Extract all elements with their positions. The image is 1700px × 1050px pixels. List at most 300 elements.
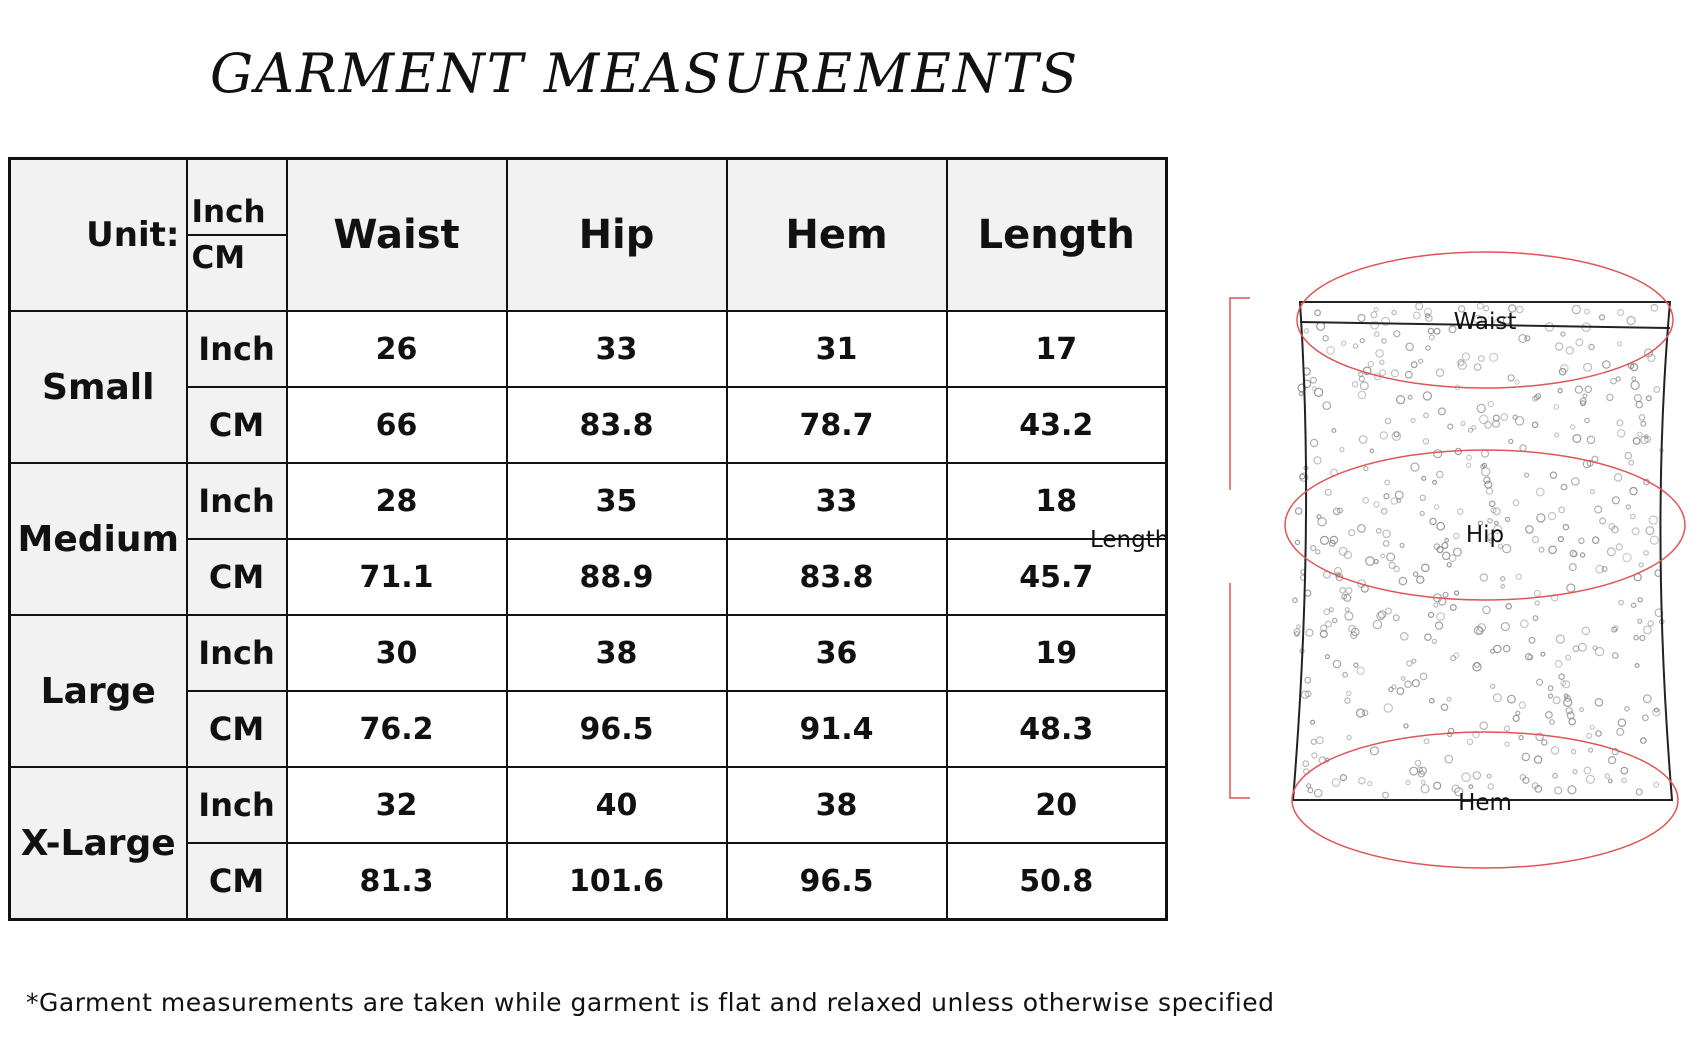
cell-hip-cm: 88.9 — [507, 539, 727, 615]
fabric-dot — [1422, 476, 1426, 480]
fabric-dot — [1373, 620, 1381, 628]
fabric-dot — [1416, 303, 1423, 310]
fabric-dot — [1605, 774, 1609, 778]
fabric-dot — [1421, 781, 1425, 785]
fabric-dot — [1582, 627, 1589, 634]
fabric-dot — [1563, 681, 1570, 688]
fabric-dot — [1551, 747, 1558, 754]
fabric-dot — [1485, 481, 1492, 488]
fabric-dot — [1312, 753, 1317, 758]
fabric-dot — [1595, 506, 1602, 513]
fabric-dot — [1648, 621, 1653, 626]
fabric-dot — [1316, 737, 1323, 744]
fabric-dot — [1589, 344, 1594, 349]
unit-cell-cm: CM — [187, 843, 287, 920]
fabric-dot — [1426, 346, 1430, 350]
fabric-dot — [1558, 537, 1563, 542]
fabric-dot — [1317, 322, 1325, 330]
fabric-dot — [1638, 619, 1642, 623]
fabric-dot — [1558, 389, 1562, 393]
fabric-dot — [1490, 501, 1495, 506]
fabric-dot — [1349, 530, 1355, 536]
fabric-dot — [1340, 588, 1345, 593]
fabric-dot — [1618, 719, 1625, 726]
fabric-dot — [1359, 436, 1367, 444]
cell-length-cm: 43.2 — [947, 387, 1167, 463]
size-rows — [10, 311, 1170, 920]
fabric-dot — [1358, 391, 1365, 398]
cell-length-inch: 20 — [947, 767, 1167, 843]
waist-label: Waist — [1453, 309, 1517, 335]
fabric-dot — [1632, 377, 1636, 381]
fabric-dot — [1572, 749, 1576, 753]
fabric-dot — [1525, 473, 1529, 477]
fabric-dot — [1345, 612, 1353, 620]
unit-cell-cm: CM — [187, 387, 287, 463]
fabric-dot — [1639, 563, 1643, 567]
fabric-dot — [1399, 577, 1406, 584]
fabric-dot — [1635, 664, 1639, 668]
fabric-dot — [1553, 773, 1558, 778]
fabric-dot — [1420, 673, 1427, 680]
fabric-dot — [1581, 553, 1585, 557]
fabric-dot — [1353, 344, 1357, 348]
fabric-dot — [1434, 450, 1442, 458]
cell-waist-cm: 66 — [287, 387, 507, 463]
fabric-dot — [1381, 554, 1385, 558]
fabric-dot — [1311, 546, 1316, 551]
fabric-dot — [1420, 495, 1425, 500]
fabric-dot — [1360, 382, 1368, 390]
column-header-waist: Waist — [287, 159, 507, 312]
fabric-dot — [1636, 401, 1642, 407]
unit-cell-cm: CM — [187, 539, 287, 615]
fabric-dot — [1447, 563, 1451, 567]
fabric-dot — [1424, 739, 1429, 744]
fabric-dot — [1612, 497, 1619, 504]
fabric-dot — [1482, 450, 1489, 457]
fabric-dot — [1526, 526, 1533, 533]
fabric-dot — [1649, 516, 1657, 524]
fabric-dot — [1573, 435, 1581, 443]
fabric-dot — [1391, 370, 1398, 377]
fabric-dot — [1655, 708, 1659, 712]
fabric-dot — [1506, 517, 1510, 521]
cell-hip-cm: 96.5 — [507, 691, 727, 767]
unit-option-cm: CM — [191, 240, 246, 276]
fabric-dot — [1639, 415, 1644, 420]
fabric-dot — [1615, 474, 1622, 481]
fabric-dot — [1473, 772, 1480, 779]
fabric-dot — [1479, 356, 1485, 362]
fabric-dot — [1490, 353, 1498, 361]
fabric-dot — [1295, 540, 1299, 544]
cell-hip-cm: 101.6 — [507, 843, 727, 920]
fabric-dot — [1421, 785, 1429, 793]
fabric-dot — [1437, 471, 1443, 477]
unit-cell-inch: Inch — [187, 463, 287, 539]
fabric-dot — [1596, 731, 1601, 736]
fabric-dot — [1586, 775, 1594, 783]
fabric-dot — [1525, 336, 1530, 341]
fabric-dot — [1325, 489, 1331, 495]
fabric-dot — [1619, 600, 1624, 605]
fabric-dot — [1411, 362, 1417, 368]
cell-hem-inch: 31 — [727, 311, 947, 387]
hip-label: Hip — [1465, 522, 1505, 548]
fabric-dot — [1437, 522, 1445, 530]
cell-waist-cm: 81.3 — [287, 843, 507, 920]
fabric-dot — [1370, 747, 1378, 755]
fabric-dot — [1542, 740, 1547, 745]
fabric-dot — [1422, 564, 1429, 571]
fabric-dot — [1404, 724, 1408, 728]
fabric-dot — [1616, 377, 1620, 381]
fabric-dot — [1405, 681, 1411, 687]
fabric-dot — [1437, 613, 1445, 621]
fabric-dot — [1590, 725, 1594, 729]
length-bracket — [1230, 298, 1250, 798]
fabric-dot — [1632, 528, 1639, 535]
fabric-dot — [1532, 422, 1537, 427]
fabric-dot — [1546, 712, 1553, 719]
fabric-dot — [1584, 363, 1592, 371]
fabric-dot — [1521, 620, 1529, 628]
fabric-dot — [1430, 518, 1436, 524]
fabric-dot — [1559, 507, 1565, 513]
fabric-dot — [1556, 635, 1564, 643]
fabric-dot — [1622, 778, 1627, 783]
fabric-dot — [1579, 538, 1584, 543]
fabric-dot — [1654, 782, 1659, 787]
fabric-dot — [1449, 555, 1456, 562]
fabric-dot — [1341, 341, 1345, 345]
cell-length-inch: 17 — [947, 311, 1167, 387]
fabric-dot — [1516, 711, 1520, 715]
cell-length-cm: 50.8 — [947, 843, 1167, 920]
fabric-dot — [1340, 448, 1344, 452]
fabric-dot — [1579, 643, 1587, 651]
fabric-dot — [1467, 739, 1472, 744]
fabric-dot — [1332, 779, 1340, 787]
fabric-dot — [1583, 394, 1587, 398]
fabric-dot — [1353, 382, 1358, 387]
fabric-dot — [1480, 415, 1488, 423]
fabric-dot — [1567, 584, 1575, 592]
fabric-dot — [1569, 719, 1575, 725]
fabric-dot — [1566, 708, 1572, 714]
fabric-dot — [1516, 574, 1521, 579]
fabric-dot — [1572, 305, 1580, 313]
fabric-dot — [1307, 784, 1311, 788]
fabric-dot — [1411, 463, 1419, 471]
fabric-dot — [1345, 698, 1350, 703]
fabric-dot — [1504, 645, 1510, 651]
fabric-dot — [1555, 661, 1562, 668]
fabric-dot — [1315, 789, 1322, 796]
fabric-dot — [1548, 513, 1555, 520]
fabric-dot — [1411, 418, 1415, 422]
fabric-dot — [1311, 720, 1315, 724]
fabric-dot — [1323, 336, 1328, 341]
fabric-dot — [1549, 546, 1556, 553]
fabric-dot — [1636, 789, 1642, 795]
fabric-dot — [1455, 591, 1459, 595]
fabric-dot — [1370, 449, 1374, 453]
fabric-dot — [1488, 784, 1493, 789]
fabric-dot — [1360, 339, 1364, 343]
fabric-dot — [1519, 335, 1527, 343]
fabric-dot — [1644, 551, 1648, 555]
fabric-dot — [1654, 387, 1660, 393]
fabric-dot — [1323, 402, 1331, 410]
fabric-dot — [1324, 609, 1330, 615]
fabric-dot — [1517, 306, 1523, 312]
fabric-dot — [1625, 453, 1631, 459]
fabric-dot — [1332, 429, 1336, 433]
fabric-dot — [1382, 509, 1387, 514]
fabric-dot — [1419, 359, 1423, 363]
fabric-dot — [1432, 639, 1436, 643]
fabric-dot — [1383, 792, 1389, 798]
fabric-dot — [1462, 353, 1469, 360]
fabric-dot — [1345, 608, 1349, 612]
fabric-dot — [1406, 371, 1413, 378]
fabric-dot — [1296, 508, 1302, 514]
fabric-dot — [1561, 484, 1567, 490]
fabric-dot — [1423, 439, 1428, 444]
fabric-dot — [1630, 488, 1637, 495]
fabric-dot — [1357, 667, 1364, 674]
cell-waist-inch: 26 — [287, 311, 507, 387]
fabric-dot — [1617, 728, 1624, 735]
fabric-dot — [1572, 478, 1579, 485]
fabric-dot — [1435, 505, 1439, 509]
cell-length-inch: 19 — [947, 615, 1167, 691]
fabric-dot — [1333, 618, 1337, 622]
fabric-dot — [1375, 332, 1379, 336]
fabric-dot — [1326, 621, 1332, 627]
fabric-dot — [1333, 660, 1340, 667]
fabric-dot — [1629, 460, 1634, 465]
fabric-dot — [1389, 562, 1395, 568]
fabric-dot — [1600, 315, 1605, 320]
fabric-dot — [1595, 699, 1602, 706]
fabric-dot — [1428, 328, 1433, 333]
unit-label: Unit: — [10, 159, 187, 312]
fabric-dot — [1293, 598, 1297, 602]
fabric-dot — [1311, 439, 1318, 446]
fabric-dot — [1591, 490, 1595, 494]
fabric-dot — [1609, 779, 1613, 783]
fabric-dot — [1374, 502, 1379, 507]
fabric-dot — [1556, 343, 1563, 350]
fabric-dot — [1617, 430, 1624, 437]
fabric-dot — [1306, 629, 1313, 636]
fabric-dot — [1576, 339, 1583, 346]
size-name: X-Large — [10, 767, 187, 920]
fabric-dot — [1303, 761, 1309, 767]
fabric-dot — [1493, 508, 1500, 515]
fabric-dot — [1391, 498, 1397, 504]
cell-hip-inch: 38 — [507, 615, 727, 691]
fabric-dot — [1643, 715, 1649, 721]
fabric-dot — [1651, 305, 1658, 312]
fabric-dot — [1380, 432, 1387, 439]
fabric-dot — [1420, 511, 1424, 515]
fabric-dot — [1571, 425, 1575, 429]
fabric-dot — [1561, 332, 1565, 336]
fabric-dot — [1487, 774, 1491, 778]
page-title: GARMENT MEASUREMENTS — [210, 42, 1080, 105]
fabric-dot — [1501, 414, 1508, 421]
fabric-dot — [1393, 615, 1399, 621]
fabric-dot — [1550, 720, 1555, 725]
fabric-dot — [1376, 529, 1381, 534]
fabric-dot — [1374, 560, 1378, 564]
size-name: Large — [10, 615, 187, 767]
fabric-dot — [1641, 421, 1646, 426]
table-row — [10, 311, 1167, 387]
fabric-dot — [1392, 311, 1396, 315]
table-header-row — [10, 159, 1167, 312]
cell-waist-inch: 32 — [287, 767, 507, 843]
table-row — [10, 615, 1167, 691]
fabric-dot — [1600, 518, 1606, 524]
fabric-dot — [1603, 361, 1610, 368]
fabric-dot — [1347, 736, 1351, 740]
fabric-dot — [1482, 468, 1490, 476]
fabric-dot — [1439, 408, 1446, 415]
fabric-dot — [1368, 362, 1373, 367]
fabric-dot — [1555, 433, 1559, 437]
fabric-dot — [1304, 329, 1308, 333]
unit-cell-inch: Inch — [187, 311, 287, 387]
fabric-dot — [1380, 370, 1386, 376]
cell-hem-cm: 83.8 — [727, 539, 947, 615]
fabric-dot — [1607, 394, 1613, 400]
fabric-dot — [1646, 396, 1651, 401]
fabric-dot — [1340, 775, 1346, 781]
fabric-dot — [1315, 310, 1321, 316]
fabric-dot — [1357, 709, 1365, 717]
fabric-dot — [1634, 636, 1638, 640]
fabric-dot — [1450, 605, 1456, 611]
fabric-dot — [1488, 402, 1493, 407]
fabric-dot — [1366, 557, 1374, 565]
fabric-dot — [1407, 661, 1412, 666]
fabric-dot — [1563, 525, 1568, 530]
table-row — [10, 767, 1167, 843]
fabric-dot — [1424, 413, 1429, 418]
fabric-dot — [1392, 685, 1396, 689]
fabric-dot — [1397, 688, 1404, 695]
fabric-dot — [1441, 704, 1447, 710]
fabric-dot — [1311, 377, 1317, 383]
skirt-illustration — [1090, 240, 1700, 890]
footnote: *Garment measurements are taken while garment is flat and relaxed unless otherwise specified — [26, 988, 1275, 1017]
fabric-dot — [1312, 387, 1316, 391]
fabric-dot — [1631, 381, 1639, 389]
cell-hem-cm: 78.7 — [727, 387, 947, 463]
size-name: Small — [10, 311, 187, 463]
fabric-dot — [1501, 577, 1505, 581]
fabric-dot — [1406, 780, 1410, 784]
fabric-dot — [1314, 457, 1321, 464]
fabric-dot — [1385, 418, 1390, 423]
fabric-dot — [1469, 785, 1473, 789]
fabric-dot — [1297, 625, 1301, 629]
cell-hem-cm: 91.4 — [727, 691, 947, 767]
fabric-dot — [1394, 331, 1400, 337]
fabric-dot — [1410, 767, 1418, 775]
fabric-dot — [1384, 494, 1389, 499]
cell-waist-cm: 76.2 — [287, 691, 507, 767]
fabric-dot — [1445, 755, 1453, 763]
fabric-dot — [1477, 404, 1485, 412]
length-label: Length — [1090, 527, 1170, 553]
fabric-dot — [1400, 543, 1404, 547]
fabric-dot — [1494, 645, 1501, 652]
cell-hem-inch: 38 — [727, 767, 947, 843]
fabric-dot — [1643, 695, 1651, 703]
fabric-dot — [1501, 585, 1505, 589]
fabric-dot — [1434, 782, 1441, 789]
fabric-dot — [1611, 378, 1617, 384]
fabric-dot — [1363, 498, 1369, 504]
fabric-dot — [1613, 653, 1618, 658]
unit-option-inch: Inch — [188, 190, 286, 236]
fabric-dot — [1537, 514, 1545, 522]
fabric-dot — [1593, 646, 1597, 650]
fabric-dot — [1641, 738, 1646, 743]
fabric-dot — [1454, 533, 1459, 538]
fabric-dot — [1494, 694, 1502, 702]
fabric-dot — [1458, 509, 1463, 514]
fabric-dot — [1401, 633, 1408, 640]
fabric-dot — [1522, 753, 1529, 760]
fabric-dot — [1415, 760, 1420, 765]
fabric-dot — [1585, 309, 1590, 314]
fabric-dot — [1334, 508, 1340, 514]
fabric-dot — [1573, 770, 1577, 774]
fabric-dot — [1523, 777, 1529, 783]
fabric-dot — [1618, 342, 1622, 346]
fabric-dot — [1435, 622, 1442, 629]
fabric-dot — [1343, 672, 1348, 677]
fabric-dot — [1358, 315, 1365, 322]
fabric-dot — [1447, 697, 1451, 701]
fabric-dot — [1414, 572, 1418, 576]
fabric-dot — [1344, 595, 1351, 602]
cell-length-cm: 45.7 — [947, 539, 1167, 615]
fabric-dot — [1587, 436, 1594, 443]
fabric-dot — [1414, 312, 1421, 319]
fabric-dot — [1585, 386, 1591, 392]
fabric-dot — [1535, 601, 1539, 605]
fabric-dot — [1644, 626, 1652, 634]
fabric-dot — [1621, 767, 1628, 774]
fabric-dot — [1501, 623, 1509, 631]
fabric-dot — [1395, 491, 1403, 499]
fabric-dot — [1569, 564, 1576, 571]
size-chart-table — [8, 157, 1168, 921]
fabric-dot — [1575, 386, 1582, 393]
fabric-dot — [1484, 477, 1490, 483]
unit-cell-cm: CM — [187, 691, 287, 767]
cell-hip-cm: 83.8 — [507, 387, 727, 463]
cell-length-cm: 48.3 — [947, 691, 1167, 767]
